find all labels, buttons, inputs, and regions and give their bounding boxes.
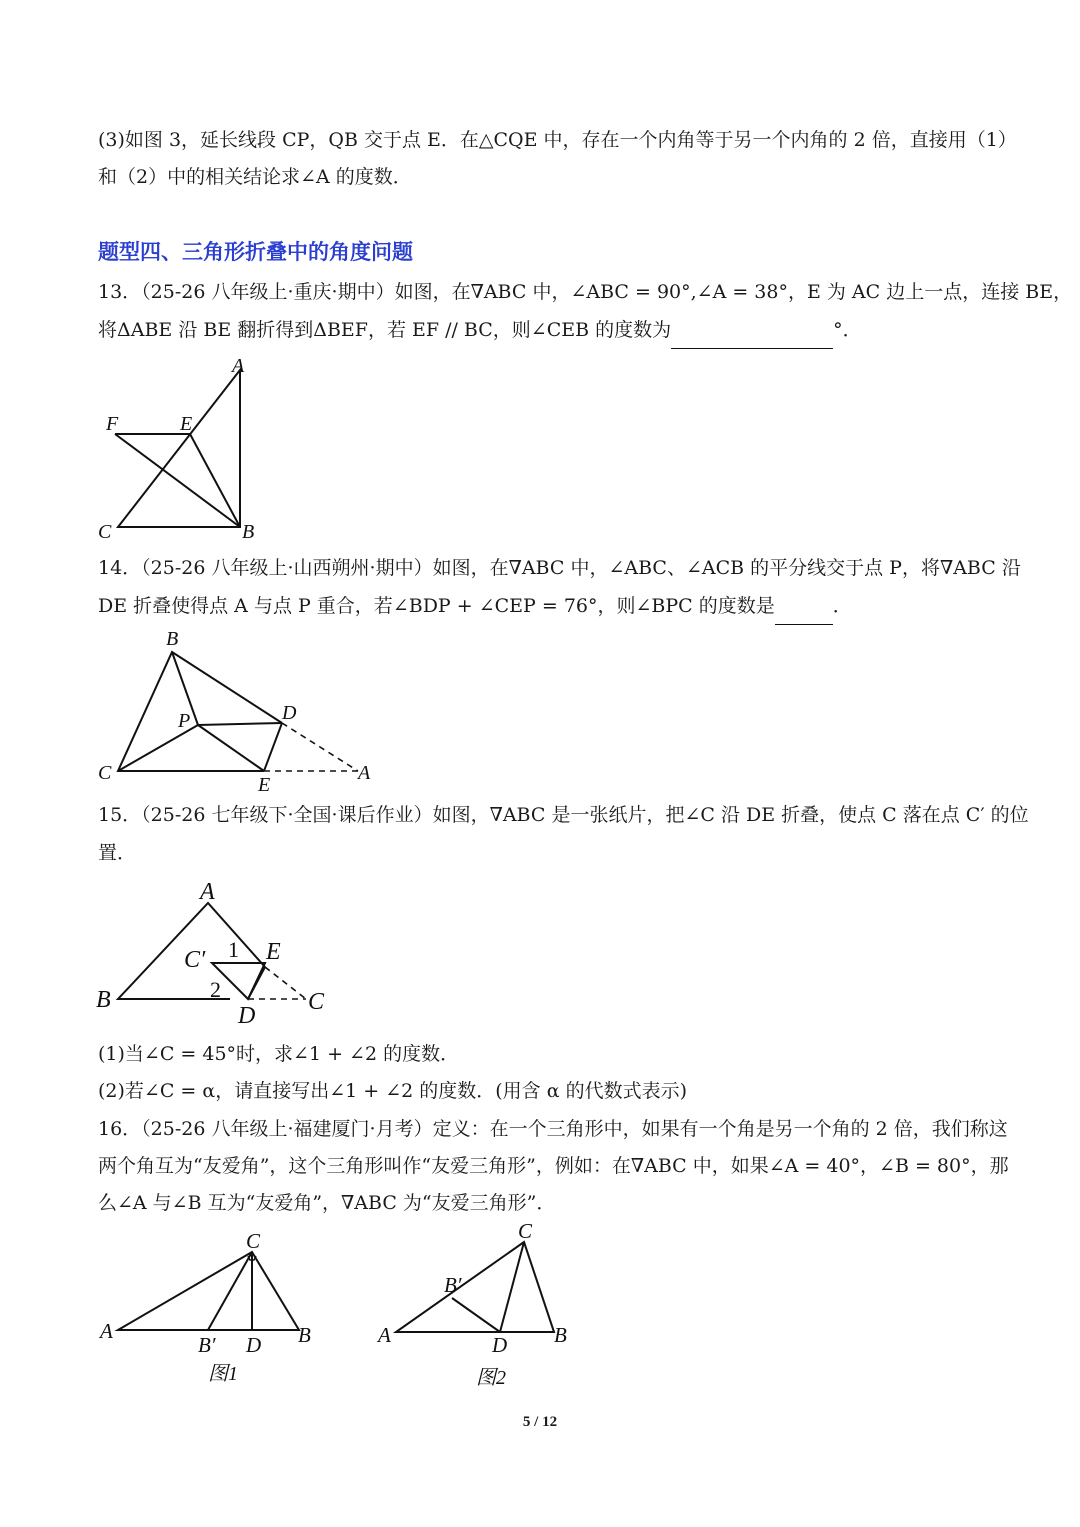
q16-fig2-label-b-prime: B′ <box>444 1273 462 1297</box>
q13-segment-fb <box>115 434 240 527</box>
q14-line2-end: ． <box>832 595 852 617</box>
q15-sub1: (1)当∠C = 45°时，求∠1 + ∠2 的度数． <box>98 1043 460 1065</box>
q15-label-angle-2: 2 <box>210 977 221 1002</box>
q16-fig1-label-a: A <box>100 1319 113 1343</box>
section-heading: 题型四、三角形折叠中的角度问题 <box>98 240 413 264</box>
q16-fig1-label-b-prime: B′ <box>198 1333 216 1357</box>
q13-line2-end: °． <box>833 319 862 341</box>
q16-fig2-triangle <box>396 1242 554 1332</box>
q16-figure-2 <box>370 1219 600 1398</box>
q16-fig1-label-c: C <box>246 1229 261 1253</box>
q13-label-a: A <box>232 355 245 377</box>
q13-label-e: E <box>180 413 193 435</box>
q13-segment-be <box>190 434 240 527</box>
q14-dashed-da <box>282 723 358 771</box>
q15-label-d: D <box>238 1003 256 1029</box>
q13-line2 <box>98 312 984 349</box>
q13-figure <box>90 352 280 544</box>
q15-sub2: (2)若∠C = α，请直接写出∠1 + ∠2 的度数．(用含 α 的代数式表示) <box>98 1080 687 1102</box>
q12-part3-line2: 和（2）中的相关结论求∠A 的度数． <box>98 166 412 188</box>
q13-label-c: C <box>98 521 112 543</box>
q15-label-b: B <box>96 987 111 1013</box>
q16-figure-1 <box>90 1228 340 1398</box>
q16-fig2-label-d: D <box>492 1333 508 1357</box>
q16-fig2-caption: 图2 <box>476 1367 506 1389</box>
q14-label-a: A <box>358 762 371 784</box>
q16-fig1-label-d: D <box>246 1333 262 1357</box>
q15-label-a: A <box>200 879 215 905</box>
q16-fig1-triangle <box>118 1252 299 1330</box>
q14-segment-pd <box>198 723 282 725</box>
q16-line2: 两个角互为“友爱角”，这个三角形叫作“友爱三角形”，例如：在∇ABC 中，如果∠A = 40°，∠B = 80°，那 <box>98 1155 1009 1177</box>
page-number: 5 / 12 <box>522 1414 558 1430</box>
q14-line2-text: DE 折叠使得点 A 与点 P 重合，若∠BDP + ∠CEP = 76°，则∠BPC 的度数是 <box>98 595 775 617</box>
q16-fig2-segment-bd <box>452 1298 500 1332</box>
q14-segment-pe <box>198 725 264 771</box>
q14-label-d: D <box>282 702 297 724</box>
q16-fig1-label-b: B <box>298 1323 311 1347</box>
q14-answer-blank <box>775 602 833 625</box>
q16-fig2-label-c: C <box>518 1219 533 1243</box>
q14-line2 <box>98 588 984 625</box>
q15-line1: 15．（25-26 七年级下·全国·课后作业）如图，∇ABC 是一张纸片，把∠C 沿 DE 折叠，使点 C 落在点 C′ 的位 <box>98 804 1029 826</box>
q16-fig1-caption: 图1 <box>208 1363 238 1385</box>
q14-label-p: P <box>178 710 191 732</box>
q15-dashed-ec <box>265 967 306 999</box>
q13-label-b: B <box>242 521 255 543</box>
q13-line1: 13．（25-26 八年级上·重庆·期中）如图，在∇ABC 中，∠ABC = 90°,∠A = 38°，E 为 AC 边上一点，连接 BE， <box>98 281 1073 303</box>
q14-figure <box>90 625 380 795</box>
q16-line3: 么∠A 与∠B 互为“友爱角”，∇ABC 为“友爱三角形”． <box>98 1192 556 1214</box>
q13-triangle-abc <box>118 370 240 527</box>
q16-fig2-label-b: B <box>554 1323 567 1347</box>
q14-segment-de <box>264 723 282 771</box>
q14-label-e: E <box>258 774 271 796</box>
q14-triangle-sides <box>118 652 282 771</box>
q15-label-c-prime: C′ <box>184 947 206 973</box>
q16-line1: 16．（25-26 八年级上·福建厦门·月考）定义：在一个三角形中，如果有一个角是另一个角的 2 倍，我们称这 <box>98 1118 1008 1140</box>
q14-label-c: C <box>98 762 112 784</box>
q13-line2-text: 将ΔABE 沿 BE 翻折得到ΔBEF，若 EF // BC，则∠CEB 的度数为 <box>98 319 672 341</box>
q14-line1: 14．（25-26 八年级上·山西朔州·期中）如图，在∇ABC 中，∠ABC、∠ACB 的平分线交于点 P，将∇ABC 沿 <box>98 557 1021 579</box>
q16-fig2-label-a: A <box>378 1323 391 1347</box>
q12-part3-line1: (3)如图 3，延长线段 CP，QB 交于点 E．在△CQE 中，存在一个内角等于另一个内角的 2 倍，直接用（1） <box>98 129 1017 151</box>
q13-label-f: F <box>106 413 119 435</box>
q13-answer-blank <box>671 326 833 349</box>
q14-label-b: B <box>166 628 179 650</box>
q15-figure <box>90 875 340 1035</box>
q15-label-angle-1: 1 <box>228 937 239 962</box>
q15-label-e: E <box>266 939 281 965</box>
q15-label-c: C <box>308 989 325 1015</box>
q15-line2: 置． <box>98 842 137 864</box>
